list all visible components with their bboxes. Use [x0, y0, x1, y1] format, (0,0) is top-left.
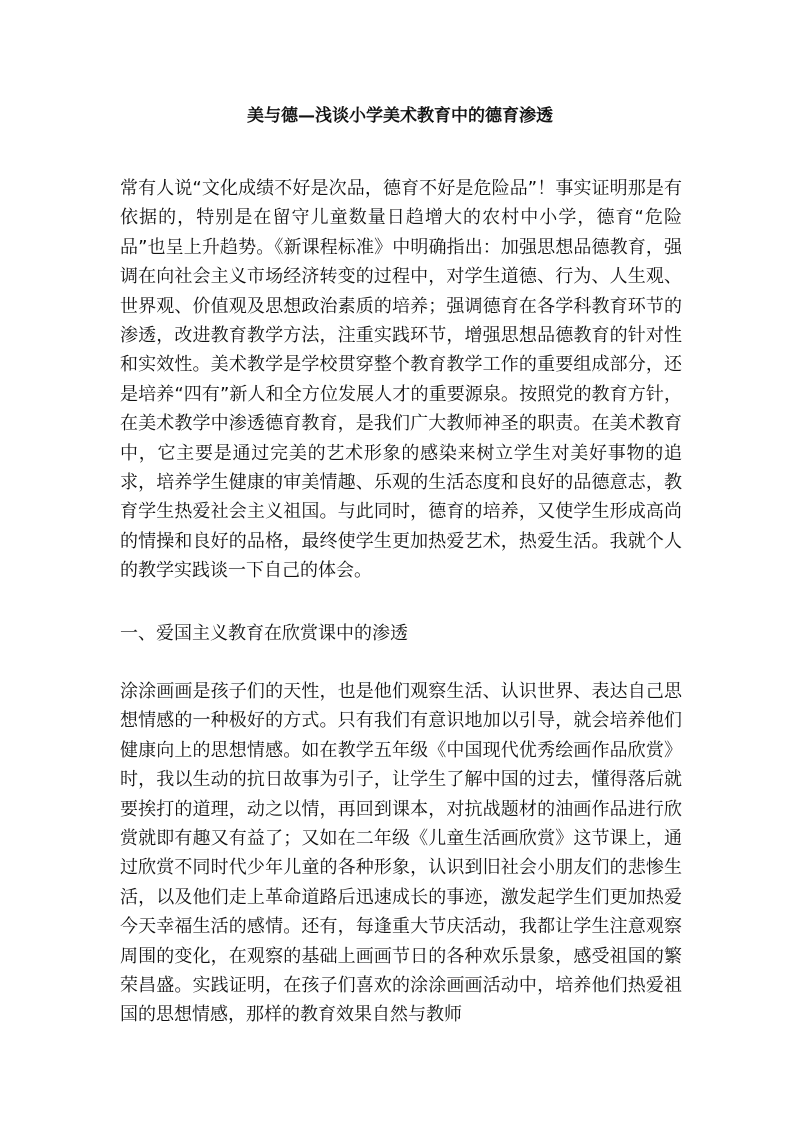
intro-paragraph: 常有人说“文化成绩不好是次品，德育不好是危险品”！事实证明那是有依据的，特别是在留守儿童数量日趋增大的农村中小学，德育“危险品”也呈上升趋势。《新课程标准》中明确指出：加强思想品德教育，强调在向社会主义市场经济转变的过程中，对学生道德、行为、人生观、世界观、价值观及思想政治素质的培养；强调德育在各学科教育环节的渗透，改进教育教学方法，注重实践环节，增强思想品德教育的针对性和实效性。美术教学是学校贯穿整个教育教学工作的重要组成部分，还是培养“四有”新人和全方位发展人才的重要源泉。按照党的教育方针，在美术教学中渗透德育教育，是我们广大教师神圣的职责。在美术教育中，它主要是通过完美的艺术形象的感染来树立学生对美好事物的追求，培养学生健康的审美情趣、乐观的生活态度和良好的品德意志，教育学生热爱社会主义祖国。与此同时，德育的培养，又使学生形成高尚的情操和良好的品格，最终使学生更加热爱艺术，热爱生活。我就个人的教学实践谈一下自己的体会。 — [120, 178, 682, 582]
section-heading: 一、爱国主义教育在欣赏课中的渗透 — [120, 623, 408, 644]
section-paragraph: 涂涂画画是孩子们的天性，也是他们观察生活、认识世界、表达自己思想情感的一种极好的方式。只有我们有意识地加以引导，就会培养他们健康向上的思想情感。如在教学五年级《中国现代优秀绘画作品欣赏》时，我以生动的抗日故事为引子，让学生了解中国的过去，懂得落后就要挨打的道理，动之以情，再回到课本，对抗战题材的油画作品进行欣赏就即有趣又有益了；又如在二年级《儿童生活画欣赏》这节课上，通过欣赏不同时代少年儿童的各种形象，认识到旧社会小朋友们的悲惨生活，以及他们走上革命道路后迅速成长的事迹，激发起学生们更加热爱今天幸福生活的感情。还有，每逢重大节庆活动，我都让学生注意观察周围的变化，在观察的基础上画画节日的各种欢乐景象，感受祖国的繁荣昌盛。实践证明，在孩子们喜欢的涂涂画画活动中，培养他们热爱祖国的思想情感，那样的教育效果自然与教师 — [120, 681, 682, 1026]
document-title: 美与德—浅谈小学美术教育中的德育渗透 — [247, 106, 553, 126]
